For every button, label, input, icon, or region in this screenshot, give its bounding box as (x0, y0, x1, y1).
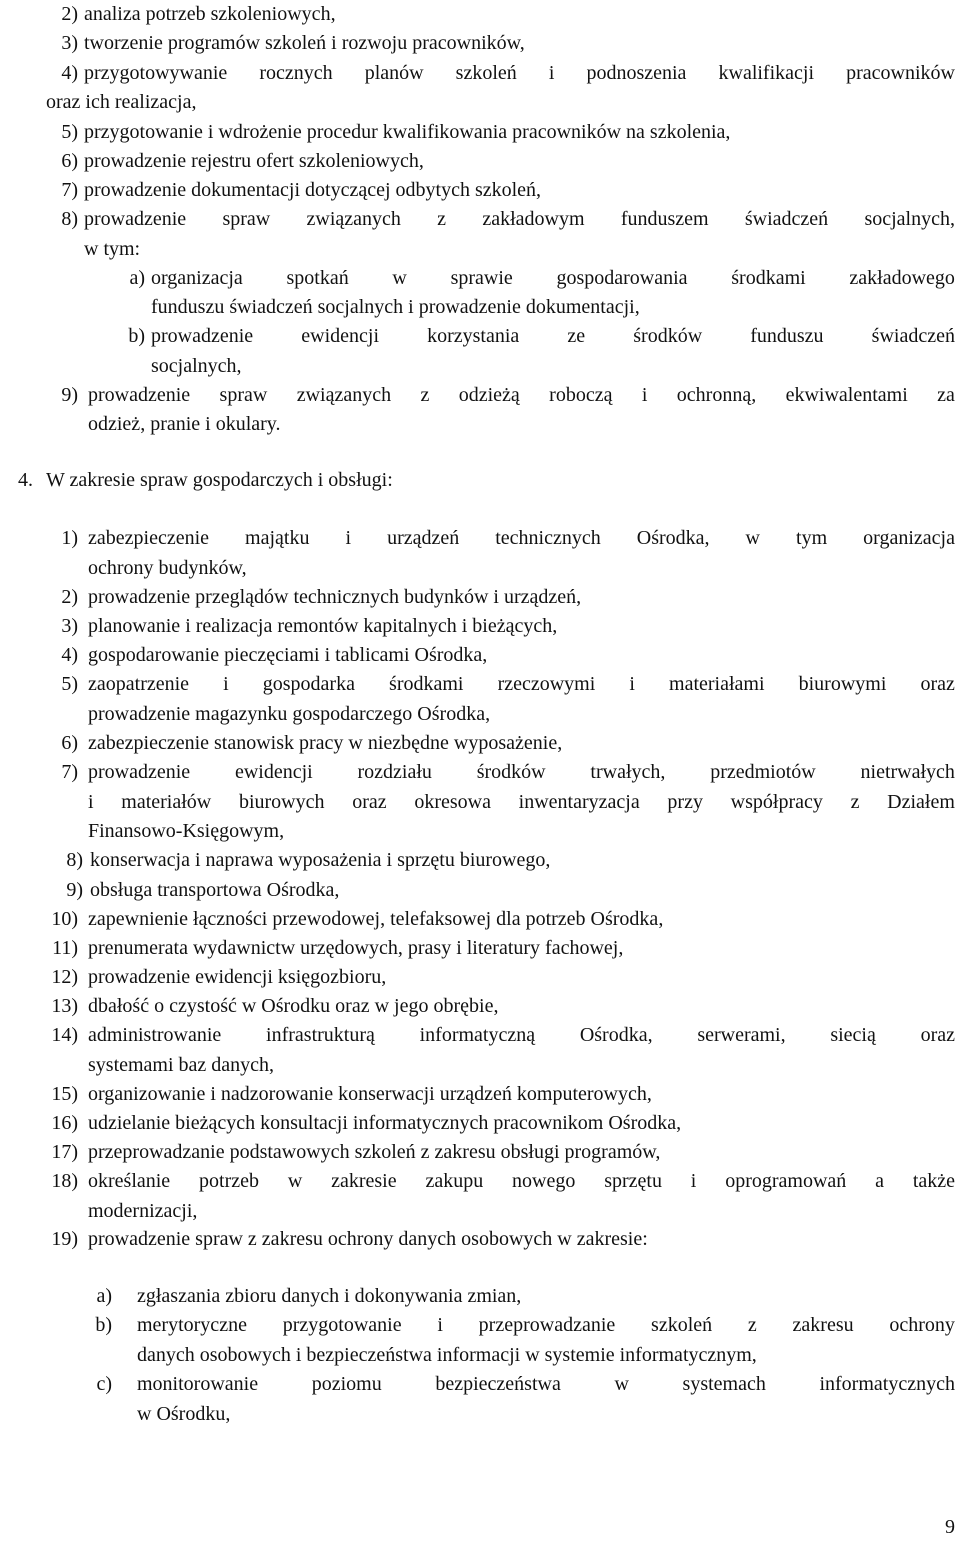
list-item (0, 1370, 960, 1399)
item-number: 4) (61, 62, 78, 84)
list-item-continuation (0, 1197, 960, 1226)
item-text: przygotowywanie rocznych planów szkoleń i podnoszenia kwalifikacji pracowników (84, 62, 955, 84)
list-item (0, 264, 960, 293)
item-number: 15) (51, 1083, 78, 1105)
page-number-text: 9 (945, 1516, 955, 1538)
item-text: zabezpieczenie stanowisk pracy w niezbędne wyposażenie, (88, 732, 563, 754)
item-number: 4) (61, 644, 78, 666)
item-number: 16) (51, 1112, 78, 1134)
item-number: b) (128, 325, 145, 347)
item-text: prowadzenie spraw związanych z zakładowym funduszem świadczeń socjalnych, (84, 208, 955, 230)
item-text: zgłaszania zbioru danych i dokonywania zmian, (137, 1285, 522, 1307)
item-number: 8) (66, 849, 83, 871)
list-item-continuation (0, 817, 960, 846)
list-item (0, 381, 960, 410)
list-item (0, 846, 960, 875)
item-number: 9) (66, 879, 83, 901)
item-text: organizacja spotkań w sprawie gospodarowania środkami zakładowego (151, 267, 955, 289)
item-text: monitorowanie poziomu bezpieczeństwa w systemach informatycznych (137, 1373, 955, 1395)
list-item (0, 1138, 960, 1167)
item-number: 14) (51, 1024, 78, 1046)
list-item (0, 1311, 960, 1340)
item-number: 11) (52, 937, 78, 959)
item-text: określanie potrzeb w zakresie zakupu nowego sprzętu i oprogramowań a także (88, 1170, 955, 1192)
list-item-continuation (0, 410, 960, 439)
item-number: 8) (61, 208, 78, 230)
item-text: administrowanie infrastrukturą informatyczną Ośrodka, serwerami, siecią oraz (88, 1024, 955, 1046)
list-item (0, 1167, 960, 1196)
item-text: modernizacji, (88, 1199, 198, 1222)
item-number: 5) (61, 121, 78, 143)
list-item (0, 1109, 960, 1138)
item-text: prenumerata wydawnictw urzędowych, prasy i literatury fachowej, (88, 937, 624, 959)
item-number: c) (96, 1373, 112, 1395)
item-text: zabezpieczenie majątku i urządzeń technicznych Ośrodka, w tym organizacja (88, 527, 955, 549)
list-item-continuation (0, 1051, 960, 1080)
item-text: prowadzenie magazynku gospodarczego Ośrodka, (88, 702, 491, 725)
list-item (0, 118, 960, 147)
list-item-continuation (0, 788, 960, 817)
item-text: zapewnienie łączności przewodowej, telefaksowej dla potrzeb Ośrodka, (88, 908, 664, 930)
item-text: prowadzenie rejestru ofert szkoleniowych, (84, 150, 424, 172)
item-text: prowadzenie ewidencji księgozbioru, (88, 966, 387, 988)
list-item-continuation (0, 554, 960, 583)
list-item (0, 322, 960, 351)
item-text: organizowanie i nadzorowanie konserwacji urządzeń komputerowych, (88, 1083, 652, 1105)
item-text: merytoryczne przygotowanie i przeprowadzanie szkoleń z zakresu ochrony (137, 1314, 955, 1336)
item-text: tworzenie programów szkoleń i rozwoju pracowników, (84, 32, 525, 54)
item-text: przygotowanie i wdrożenie procedur kwalifikowania pracowników na szkolenia, (84, 121, 731, 143)
list-item (0, 1225, 960, 1254)
list-item-continuation (0, 293, 960, 322)
item-number: b) (95, 1314, 112, 1336)
item-text: systemami baz danych, (88, 1053, 275, 1076)
item-number: a) (96, 1285, 112, 1307)
item-text: prowadzenie przeglądów technicznych budynków i urządzeń, (88, 586, 582, 608)
item-number: 5) (61, 673, 78, 695)
item-text: gospodarowanie pieczęciami i tablicami Ośrodka, (88, 644, 488, 666)
item-text: w Ośrodku, (137, 1402, 231, 1425)
item-text: konserwacja i naprawa wyposażenia i sprzętu biurowego, (90, 849, 551, 871)
item-text: danych osobowych i bezpieczeństwa informacji w systemie informatycznym, (137, 1343, 757, 1366)
list-item (0, 992, 960, 1021)
item-number: 12) (51, 966, 78, 988)
item-text: funduszu świadczeń socjalnych i prowadzenie dokumentacji, (151, 296, 640, 318)
item-number: 6) (61, 150, 78, 172)
list-item-continuation (0, 1400, 960, 1429)
item-number: 10) (51, 908, 78, 930)
list-item (0, 524, 960, 553)
list-item-continuation (0, 700, 960, 729)
item-number: 1) (61, 527, 78, 549)
item-number: 9) (61, 384, 78, 406)
item-text: Finansowo-Księgowym, (88, 820, 285, 842)
list-item-continuation (0, 235, 960, 264)
item-text: odzież, pranie i okulary. (88, 413, 281, 435)
item-text: analiza potrzeb szkoleniowych, (84, 3, 336, 25)
list-item (0, 905, 960, 934)
list-item (0, 876, 960, 905)
item-text: dbałość o czystość w Ośrodku oraz w jego obrębie, (88, 995, 499, 1017)
list-item (0, 1021, 960, 1050)
list-item (0, 583, 960, 612)
item-text: socjalnych, (151, 355, 242, 377)
list-item (0, 729, 960, 758)
list-item (0, 758, 960, 787)
item-text: ochrony budynków, (88, 556, 247, 579)
list-item (0, 205, 960, 234)
item-text: obsługa transportowa Ośrodka, (90, 879, 340, 901)
item-number: 18) (51, 1170, 78, 1192)
item-text: prowadzenie spraw z zakresu ochrony danych osobowych w zakresie: (88, 1228, 648, 1250)
item-text: i materiałów biurowych oraz okresowa inwentaryzacja przy współpracy z Działem (88, 790, 955, 813)
item-text: prowadzenie ewidencji korzystania ze środków funduszu świadczeń (151, 325, 955, 347)
item-number: 4. (18, 469, 33, 491)
item-number: 19) (51, 1228, 78, 1250)
list-item (0, 0, 960, 29)
item-text: udzielanie bieżących konsultacji informatycznych pracownikom Ośrodka, (88, 1112, 682, 1134)
list-item (0, 641, 960, 670)
list-item-continuation (0, 88, 960, 117)
list-item (0, 147, 960, 176)
item-number: 3) (61, 32, 78, 54)
item-number: 2) (61, 586, 78, 608)
list-item-continuation (0, 1341, 960, 1370)
list-item (0, 612, 960, 641)
list-item (0, 1080, 960, 1109)
item-text: prowadzenie dokumentacji dotyczącej odbytych szkoleń, (84, 179, 542, 201)
item-text: prowadzenie spraw związanych z odzieżą roboczą i ochronną, ekwiwalentami za (88, 384, 955, 406)
page-number (0, 1513, 960, 1542)
item-number: 7) (61, 761, 78, 783)
list-item (0, 670, 960, 699)
item-number: 17) (51, 1141, 78, 1163)
item-text: W zakresie spraw gospodarczych i obsługi: (46, 469, 393, 491)
item-text: zaopatrzenie i gospodarka środkami rzeczowymi i materiałami biurowymi oraz (88, 673, 955, 695)
item-number: 2) (61, 3, 78, 25)
item-number: a) (129, 267, 145, 289)
item-number: 13) (51, 995, 78, 1017)
item-text: planowanie i realizacja remontów kapitalnych i bieżących, (88, 615, 558, 637)
item-number: 6) (61, 732, 78, 754)
item-text: prowadzenie ewidencji rozdziału środków trwałych, przedmiotów nietrwałych (88, 761, 955, 783)
list-item (0, 934, 960, 963)
item-text: w tym: (84, 238, 141, 260)
item-text: przeprowadzanie podstawowych szkoleń z zakresu obsługi programów, (88, 1141, 661, 1163)
item-number: 7) (61, 179, 78, 201)
list-item (0, 29, 960, 58)
list-item (0, 176, 960, 205)
list-item (0, 1282, 960, 1311)
list-item-continuation (0, 352, 960, 381)
list-item (0, 963, 960, 992)
list-item (0, 59, 960, 88)
section-heading (0, 466, 960, 495)
item-text: oraz ich realizacja, (46, 91, 197, 113)
item-number: 3) (61, 615, 78, 637)
